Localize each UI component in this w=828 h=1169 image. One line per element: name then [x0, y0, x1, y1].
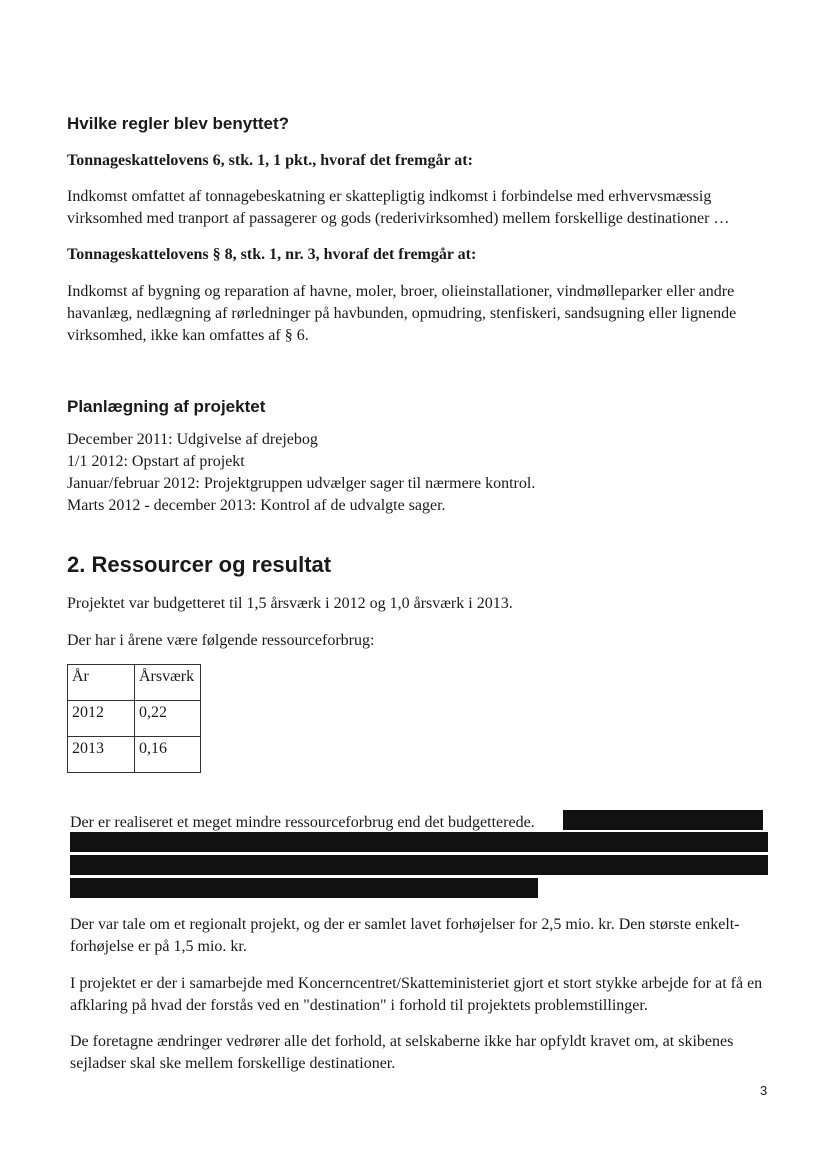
realised-paragraph: Der er realiseret et meget mindre ressourceforbrug end det budgetterede.	[70, 814, 535, 831]
regional-paragraph: Der var tale om et regionalt projekt, og der er samlet lavet forhøjelser for 2,5 mio. kr. Den største enkelt-forhøjelse er på 1,5 mio. kr.	[70, 916, 740, 955]
table-cell-year: 2012	[68, 701, 135, 737]
budget-paragraph: Projektet var budgetteret til 1,5 årsværk i 2012 og 1,0 årsværk i 2013.	[67, 595, 513, 612]
law-text-section8: Indkomst af bygning og reparation af havne, moler, broer, olieinstallationer, vindmølleparker eller andre havanlæg, nedlægning af rørledninger på havbunden, opmudring, stenfiskeri, sandsugning eller lignende virksomhed, ikke kan omfattes af § 6.	[67, 283, 737, 344]
planning-list	[67, 429, 535, 517]
planning-item: December 2011: Udgivelse af drejebog	[67, 431, 318, 448]
table-header-fte: Årsværk	[135, 665, 201, 701]
table-header-row	[68, 665, 201, 701]
rules-heading: Hvilke regler blev benyttet?	[67, 114, 290, 133]
resource-table	[67, 664, 201, 773]
planning-item: Marts 2012 - december 2013: Kontrol af de udvalgte sager.	[67, 497, 446, 514]
cooperation-paragraph: I projektet er der i samarbejde med Koncerncentret/Skatteministeriet gjort et stort stykke arbejde for at få en afklaring på hvad der forstås ved en "destination" i forhold til projektets problemstillinger.	[70, 975, 763, 1014]
table-row	[68, 737, 201, 773]
section-heading: 2. Ressourcer og resultat	[67, 552, 332, 577]
law-subheading-section8: Tonnageskattelovens § 8, stk. 1, nr. 3, hvoraf det fremgår at:	[67, 246, 477, 263]
page-number: 3	[760, 1083, 768, 1098]
planning-heading: Planlægning af projektet	[67, 397, 266, 416]
planning-item: 1/1 2012: Opstart af projekt	[67, 453, 245, 470]
planning-item: Januar/februar 2012: Projektgruppen udvælger sager til nærmere kontrol.	[67, 475, 536, 492]
table-cell-fte: 0,22	[135, 701, 201, 737]
table-row	[68, 701, 201, 737]
redaction-bar	[70, 855, 768, 875]
usage-paragraph: Der har i årene være følgende ressourceforbrug:	[67, 632, 375, 649]
law-text-section6: Indkomst omfattet af tonnagebeskatning er skattepligtig indkomst i forbindelse med erhvervsmæssig virksomhed med tranport af passagerer og gods (rederivirksomhed) mellem forskellige destinationer …	[67, 188, 730, 227]
changes-paragraph: De foretagne ændringer vedrører alle det forhold, at selskaberne ikke har opfyldt kravet om, at skibenes sejladser skal ske mellem forskellige destinationer.	[70, 1033, 734, 1072]
law-subheading-section6: Tonnageskattelovens 6, stk. 1, 1 pkt., hvoraf det fremgår at:	[67, 152, 473, 169]
table-cell-fte: 0,16	[135, 737, 201, 773]
table-cell-year: 2013	[68, 737, 135, 773]
redaction-bar	[70, 878, 538, 898]
redaction-bar	[70, 832, 768, 852]
redaction-bar	[563, 810, 763, 830]
table-header-year: År	[68, 665, 135, 701]
